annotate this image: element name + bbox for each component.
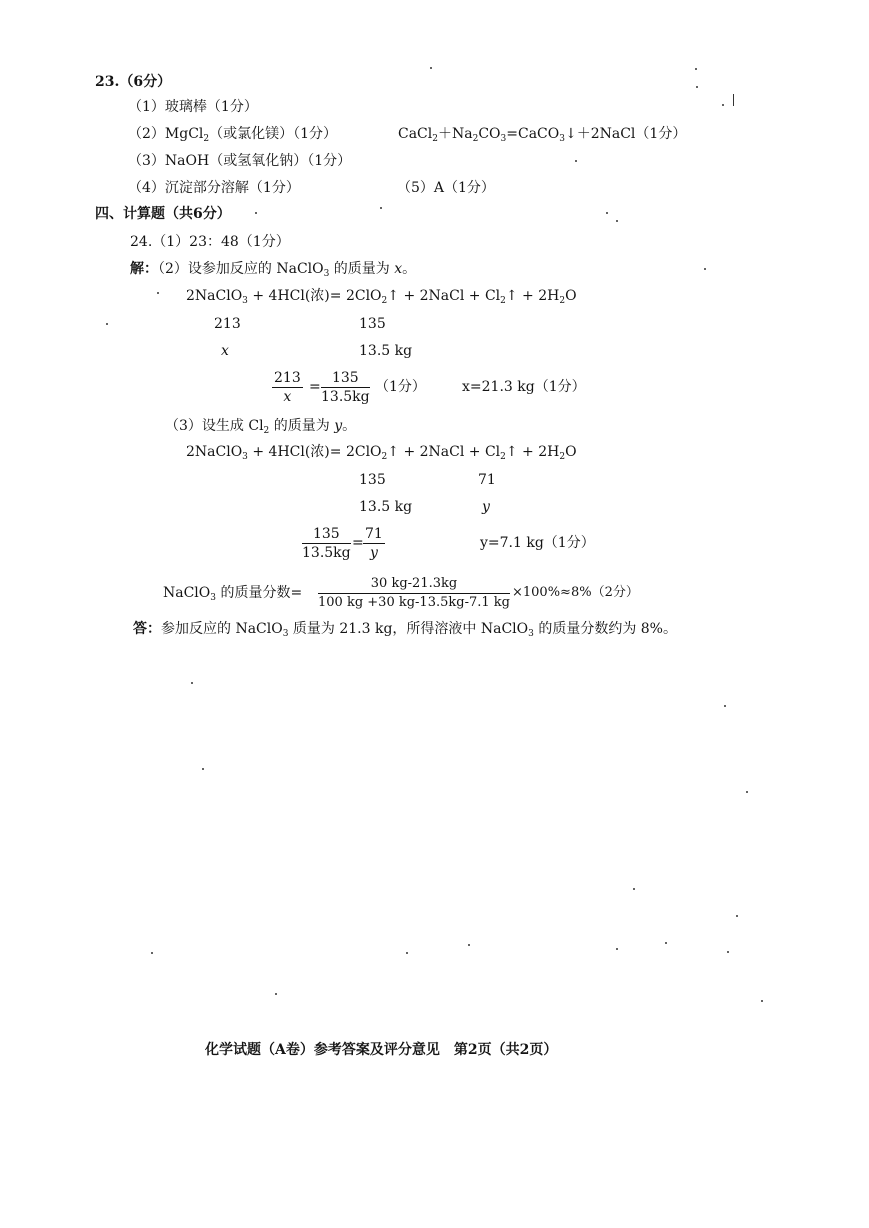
q23-answer-1: （1）玻璃棒（1分） <box>128 99 258 115</box>
setup-text: 的质量为 <box>329 261 395 277</box>
q23-equation <box>398 126 686 142</box>
eq-part: ↑ + 2H <box>505 288 560 304</box>
q23-a2-note: （或氯化镁）（1分） <box>209 126 338 142</box>
eq-sub: 2 <box>472 134 479 144</box>
fraction-denominator: y <box>369 545 378 561</box>
q24-part-1: 24.（1）23：48（1分） <box>130 234 290 250</box>
scan-speck <box>468 944 470 946</box>
q23-heading: 23.（6分） <box>95 74 172 90</box>
eq-part: O <box>565 444 577 460</box>
scan-speck <box>606 212 608 214</box>
eq-part: CaCl <box>398 126 433 142</box>
eq-sub: 2 <box>559 452 566 462</box>
fraction-denominator: x <box>283 389 292 405</box>
eq-part: 2NaClO <box>186 444 243 460</box>
ratio-fraction-1 <box>272 370 303 405</box>
scan-speck <box>157 292 159 294</box>
eq-part: + 4HCl(浓)= <box>247 288 346 304</box>
final-answer <box>133 621 677 637</box>
variable-y: y <box>334 418 343 434</box>
setup-text: （2）设参加反应的 NaClO <box>158 261 324 277</box>
eq-sub: 3 <box>559 134 565 144</box>
mass-fraction-fraction <box>318 576 510 611</box>
scan-speck <box>255 212 257 214</box>
eq-part: =CaCO <box>506 126 560 142</box>
mf-text: NaClO <box>163 585 211 601</box>
eq-part: O <box>565 288 577 304</box>
eq-part: ↑ + 2NaCl + Cl <box>387 444 501 460</box>
result-x: x=21.3 kg（1分） <box>462 379 586 395</box>
variable-x: x <box>394 261 403 277</box>
answer-sub: 3 <box>282 629 289 639</box>
molar-mass-71: 71 <box>478 472 496 488</box>
mass-fraction-label <box>163 585 302 601</box>
scan-speck <box>430 67 432 69</box>
ratio-fraction-3 <box>302 526 351 561</box>
mass-13-5kg: 13.5 kg <box>359 343 413 359</box>
scan-speck <box>380 207 382 209</box>
mass-fraction-result: ×100%≈8%（2分） <box>512 585 639 600</box>
molar-mass-135: 135 <box>359 316 386 332</box>
answer-text: 参加反应的 NaClO <box>161 621 283 637</box>
eq-part: 2ClO <box>345 288 382 304</box>
scan-speck <box>704 268 706 270</box>
molar-mass-135: 135 <box>359 472 386 488</box>
fraction-numerator: 135 <box>302 526 351 544</box>
eq-sub: 3 <box>242 452 248 462</box>
scan-speck <box>151 952 153 954</box>
fraction-denominator: 100 kg +30 kg-13.5kg-7.1 kg <box>318 595 510 610</box>
scan-speck <box>761 1000 763 1002</box>
mass-13-5kg: 13.5 kg <box>359 499 413 515</box>
eq-sub: 2 <box>500 452 506 462</box>
eq-part: ↑ + 2NaCl + Cl <box>387 288 501 304</box>
eq-part: 2ClO <box>345 444 382 460</box>
fraction-denominator: 13.5kg <box>321 389 370 405</box>
page-footer: 化学试题（A卷）参考答案及评分意见 第2页（共2页） <box>205 1042 558 1058</box>
fraction-numerator: 71 <box>365 526 383 542</box>
section-4-heading: 四、计算题（共6分） <box>95 206 231 222</box>
scan-speck <box>736 915 738 917</box>
mf-sub: 3 <box>210 593 216 603</box>
setup-sub: 3 <box>323 269 330 279</box>
scan-speck <box>665 942 667 944</box>
fraction-numerator: 213 <box>274 370 301 386</box>
fraction-numerator: 135 <box>321 370 370 388</box>
scan-speck <box>202 768 204 770</box>
q23-a2-sub: 2 <box>203 134 210 144</box>
scan-speck <box>722 104 724 106</box>
ratio-fraction-2 <box>321 370 370 405</box>
eq-part: 2NaClO <box>186 288 243 304</box>
answer-text: 质量为 21.3 kg，所得溶液中 NaClO <box>288 621 529 637</box>
unknown-x: x <box>221 343 229 359</box>
scan-speck <box>724 705 726 707</box>
scan-speck <box>616 948 618 950</box>
scan-speck <box>275 993 277 995</box>
molar-mass-213: 213 <box>214 316 241 332</box>
q23-answer-2 <box>128 126 337 142</box>
setup-end: 。 <box>342 418 357 434</box>
scan-speck <box>746 791 748 793</box>
q23-answer-4: （4）沉淀部分溶解（1分） <box>128 180 300 196</box>
q24-part-3-setup <box>165 418 356 434</box>
scan-speck <box>191 682 193 684</box>
unknown-y: y <box>482 499 490 515</box>
q23-a2-text: （2）MgCl <box>128 126 204 142</box>
eq-sub: 2 <box>432 134 438 144</box>
q23-answer-5: （5）A（1分） <box>397 180 495 196</box>
scan-speck <box>695 68 697 70</box>
result-y: y=7.1 kg（1分） <box>480 535 595 551</box>
scan-mark <box>733 94 734 106</box>
setup-text: 的质量为 <box>269 418 335 434</box>
solution-label: 解： <box>130 261 158 277</box>
q24-part-2-setup <box>130 261 416 277</box>
eq-part: + 4HCl(浓)= <box>247 444 346 460</box>
q23-answer-3: （3）NaOH（或氢氧化钠）（1分） <box>128 153 352 169</box>
setup-text: （3）设生成 Cl <box>165 418 264 434</box>
equals-sign: = <box>352 535 364 551</box>
eq-sub: 3 <box>242 296 248 306</box>
equals-sign: = <box>309 379 321 395</box>
scan-speck <box>575 160 577 162</box>
eq-part: CO <box>478 126 501 142</box>
eq-sub: 3 <box>500 134 507 144</box>
scan-speck <box>696 86 698 88</box>
setup-sub: 2 <box>263 426 270 436</box>
answer-label: 答： <box>133 621 161 637</box>
eq-sub: 2 <box>500 296 506 306</box>
mf-text: 的质量分数= <box>216 585 303 601</box>
answer-sub: 3 <box>528 629 534 639</box>
eq-part: ＋Na <box>437 126 473 142</box>
eq-sub: 2 <box>381 452 388 462</box>
setup-end: 。 <box>402 261 417 277</box>
scan-speck <box>633 888 635 890</box>
eq-sub: 2 <box>381 296 388 306</box>
reaction-equation-2 <box>186 444 577 460</box>
score-note: （1分） <box>375 379 426 395</box>
eq-part: ↑ + 2H <box>505 444 560 460</box>
scan-speck <box>406 952 408 954</box>
eq-sub: 2 <box>559 296 566 306</box>
scan-speck <box>616 220 618 222</box>
fraction-denominator: 13.5kg <box>302 545 351 561</box>
reaction-equation-1 <box>186 288 577 304</box>
scan-speck <box>106 323 108 325</box>
scan-speck <box>727 951 729 953</box>
eq-part: ↓＋2NaCl（1分） <box>564 126 687 142</box>
answer-text: 的质量分数约为 8%。 <box>533 621 677 637</box>
ratio-fraction-4 <box>363 526 385 561</box>
fraction-numerator: 30 kg-21.3kg <box>318 576 510 594</box>
